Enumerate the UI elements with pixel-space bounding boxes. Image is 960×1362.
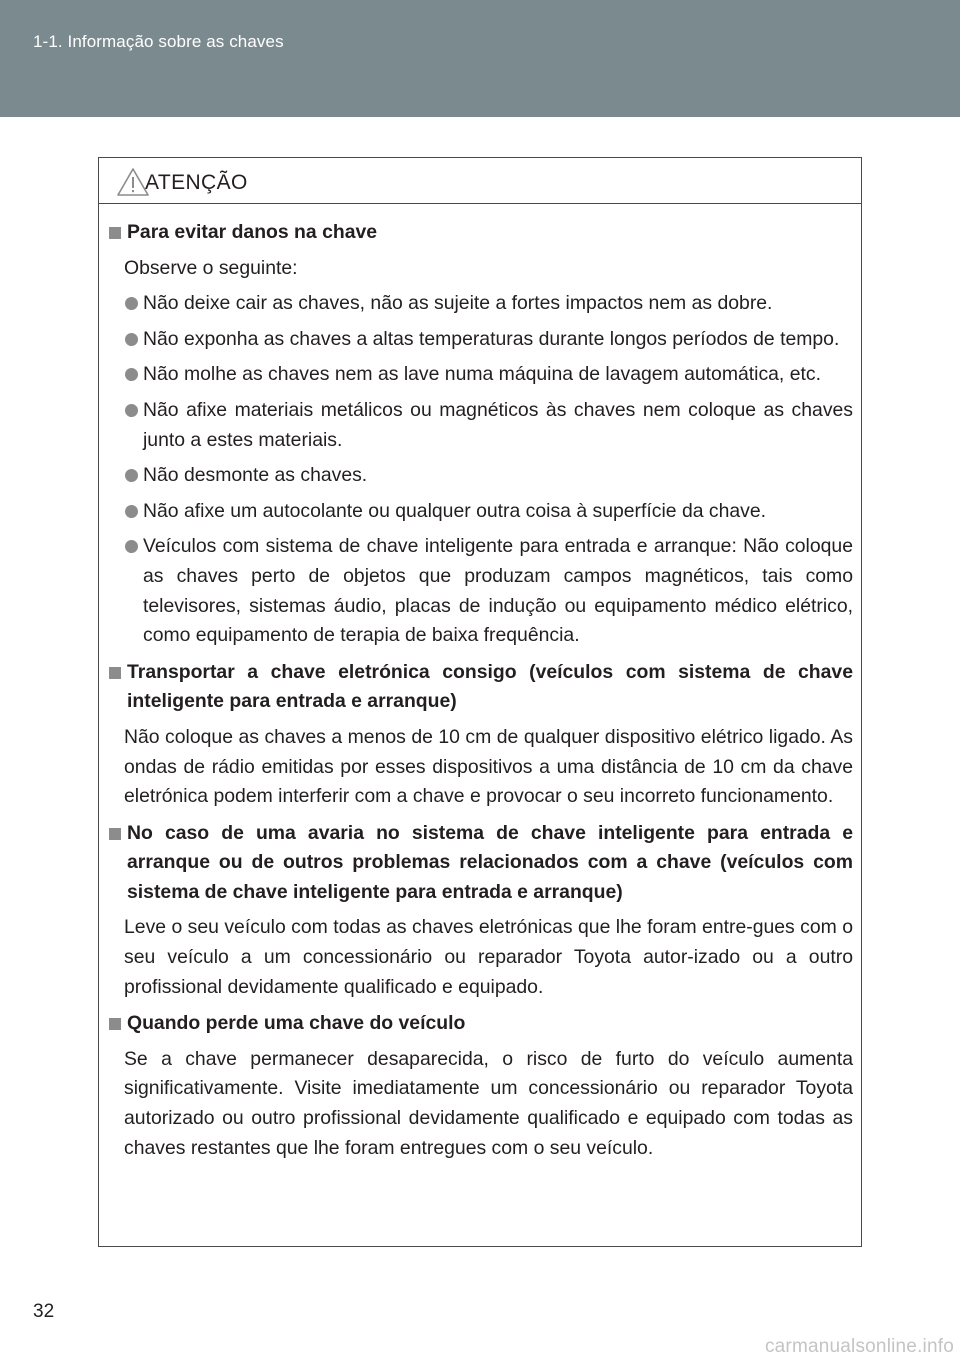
square-bullet-icon — [109, 828, 121, 840]
section-lost-key — [107, 1009, 853, 1163]
list-item: Não afixe materiais metálicos ou magnéticos às chaves nem coloque as chaves junto a estes materiais. — [124, 396, 853, 455]
section-heading: Para evitar danos na chave — [107, 218, 853, 248]
circle-bullet-icon — [125, 505, 138, 518]
section-key-damage — [107, 218, 853, 651]
list-item: Não deixe cair as chaves, não as sujeite a fortes impactos nem as dobre. — [124, 289, 853, 319]
warning-header — [99, 158, 861, 204]
header-band — [0, 0, 960, 117]
circle-bullet-icon — [125, 368, 138, 381]
page-number: 32 — [33, 1301, 55, 1322]
list-item: Não desmonte as chaves. — [124, 461, 853, 491]
section-text: Leve o seu veículo com todas as chaves eletrónicas que lhe foram entre-gues com o seu veículo a um concessionário ou reparador Toyota autor-izado ou a outro profissional devidamente qualificado e equipado. — [124, 916, 853, 998]
section-heading: Transportar a chave eletrónica consigo (veículos com sistema de chave inteligente para entrada e arranque) — [107, 658, 853, 717]
section-carry-key — [107, 658, 853, 812]
circle-bullet-icon — [125, 404, 138, 417]
bullet-list — [124, 289, 853, 651]
warning-body — [99, 204, 861, 1163]
section-heading: No caso de uma avaria no sistema de chave inteligente para entrada e arranque ou de outros problemas relacionados com a chave (veículos com sistema de chave inteligente para entrada e arranque) — [107, 819, 853, 908]
circle-bullet-icon — [125, 540, 138, 553]
circle-bullet-icon — [125, 297, 138, 310]
square-bullet-icon — [109, 667, 121, 679]
section-intro: Observe o seguinte: — [124, 256, 298, 279]
list-item: Não exponha as chaves a altas temperaturas durante longos períodos de tempo. — [124, 325, 853, 355]
square-bullet-icon — [109, 227, 121, 239]
warning-title: ATENÇÃO — [145, 171, 248, 194]
section-malfunction — [107, 819, 853, 1003]
list-item: Não molhe as chaves nem as lave numa máquina de lavagem automática, etc. — [124, 360, 853, 390]
watermark: carmanualsonline.info — [764, 1336, 954, 1357]
section-heading: Quando perde uma chave do veículo — [107, 1009, 853, 1039]
square-bullet-icon — [109, 1018, 121, 1030]
warning-box — [98, 157, 862, 1247]
circle-bullet-icon — [125, 469, 138, 482]
section-text: Não coloque as chaves a menos de 10 cm de qualquer dispositivo elétrico ligado. As ondas de rádio emitidas por esses dispositivos a uma distância de 10 cm da chave eletrónica podem interferir com a chave e provocar o seu incorreto funcionamento. — [124, 725, 853, 808]
section-title: 1-1. Informação sobre as chaves — [33, 32, 284, 51]
list-item: Não afixe um autocolante ou qualquer outra coisa à superfície da chave. — [124, 497, 853, 527]
section-text: Se a chave permanecer desaparecida, o risco de furto do veículo aumenta significativamente. Visite imediatamente um concessionário ou reparador Toyota autorizado ou outro profissional devidamente qualificado e equipado com todas as chaves restantes que lhe foram entregues com o seu veículo. — [124, 1047, 853, 1159]
list-item: Veículos com sistema de chave inteligente para entrada e arranque: Não coloque as chaves perto de objetos que produzam campos magnéticos, tais como televisores, sistemas áudio, placas de indução ou equipamento médico elétrico, como equipamento de terapia de baixa frequência. — [124, 532, 853, 650]
circle-bullet-icon — [125, 333, 138, 346]
